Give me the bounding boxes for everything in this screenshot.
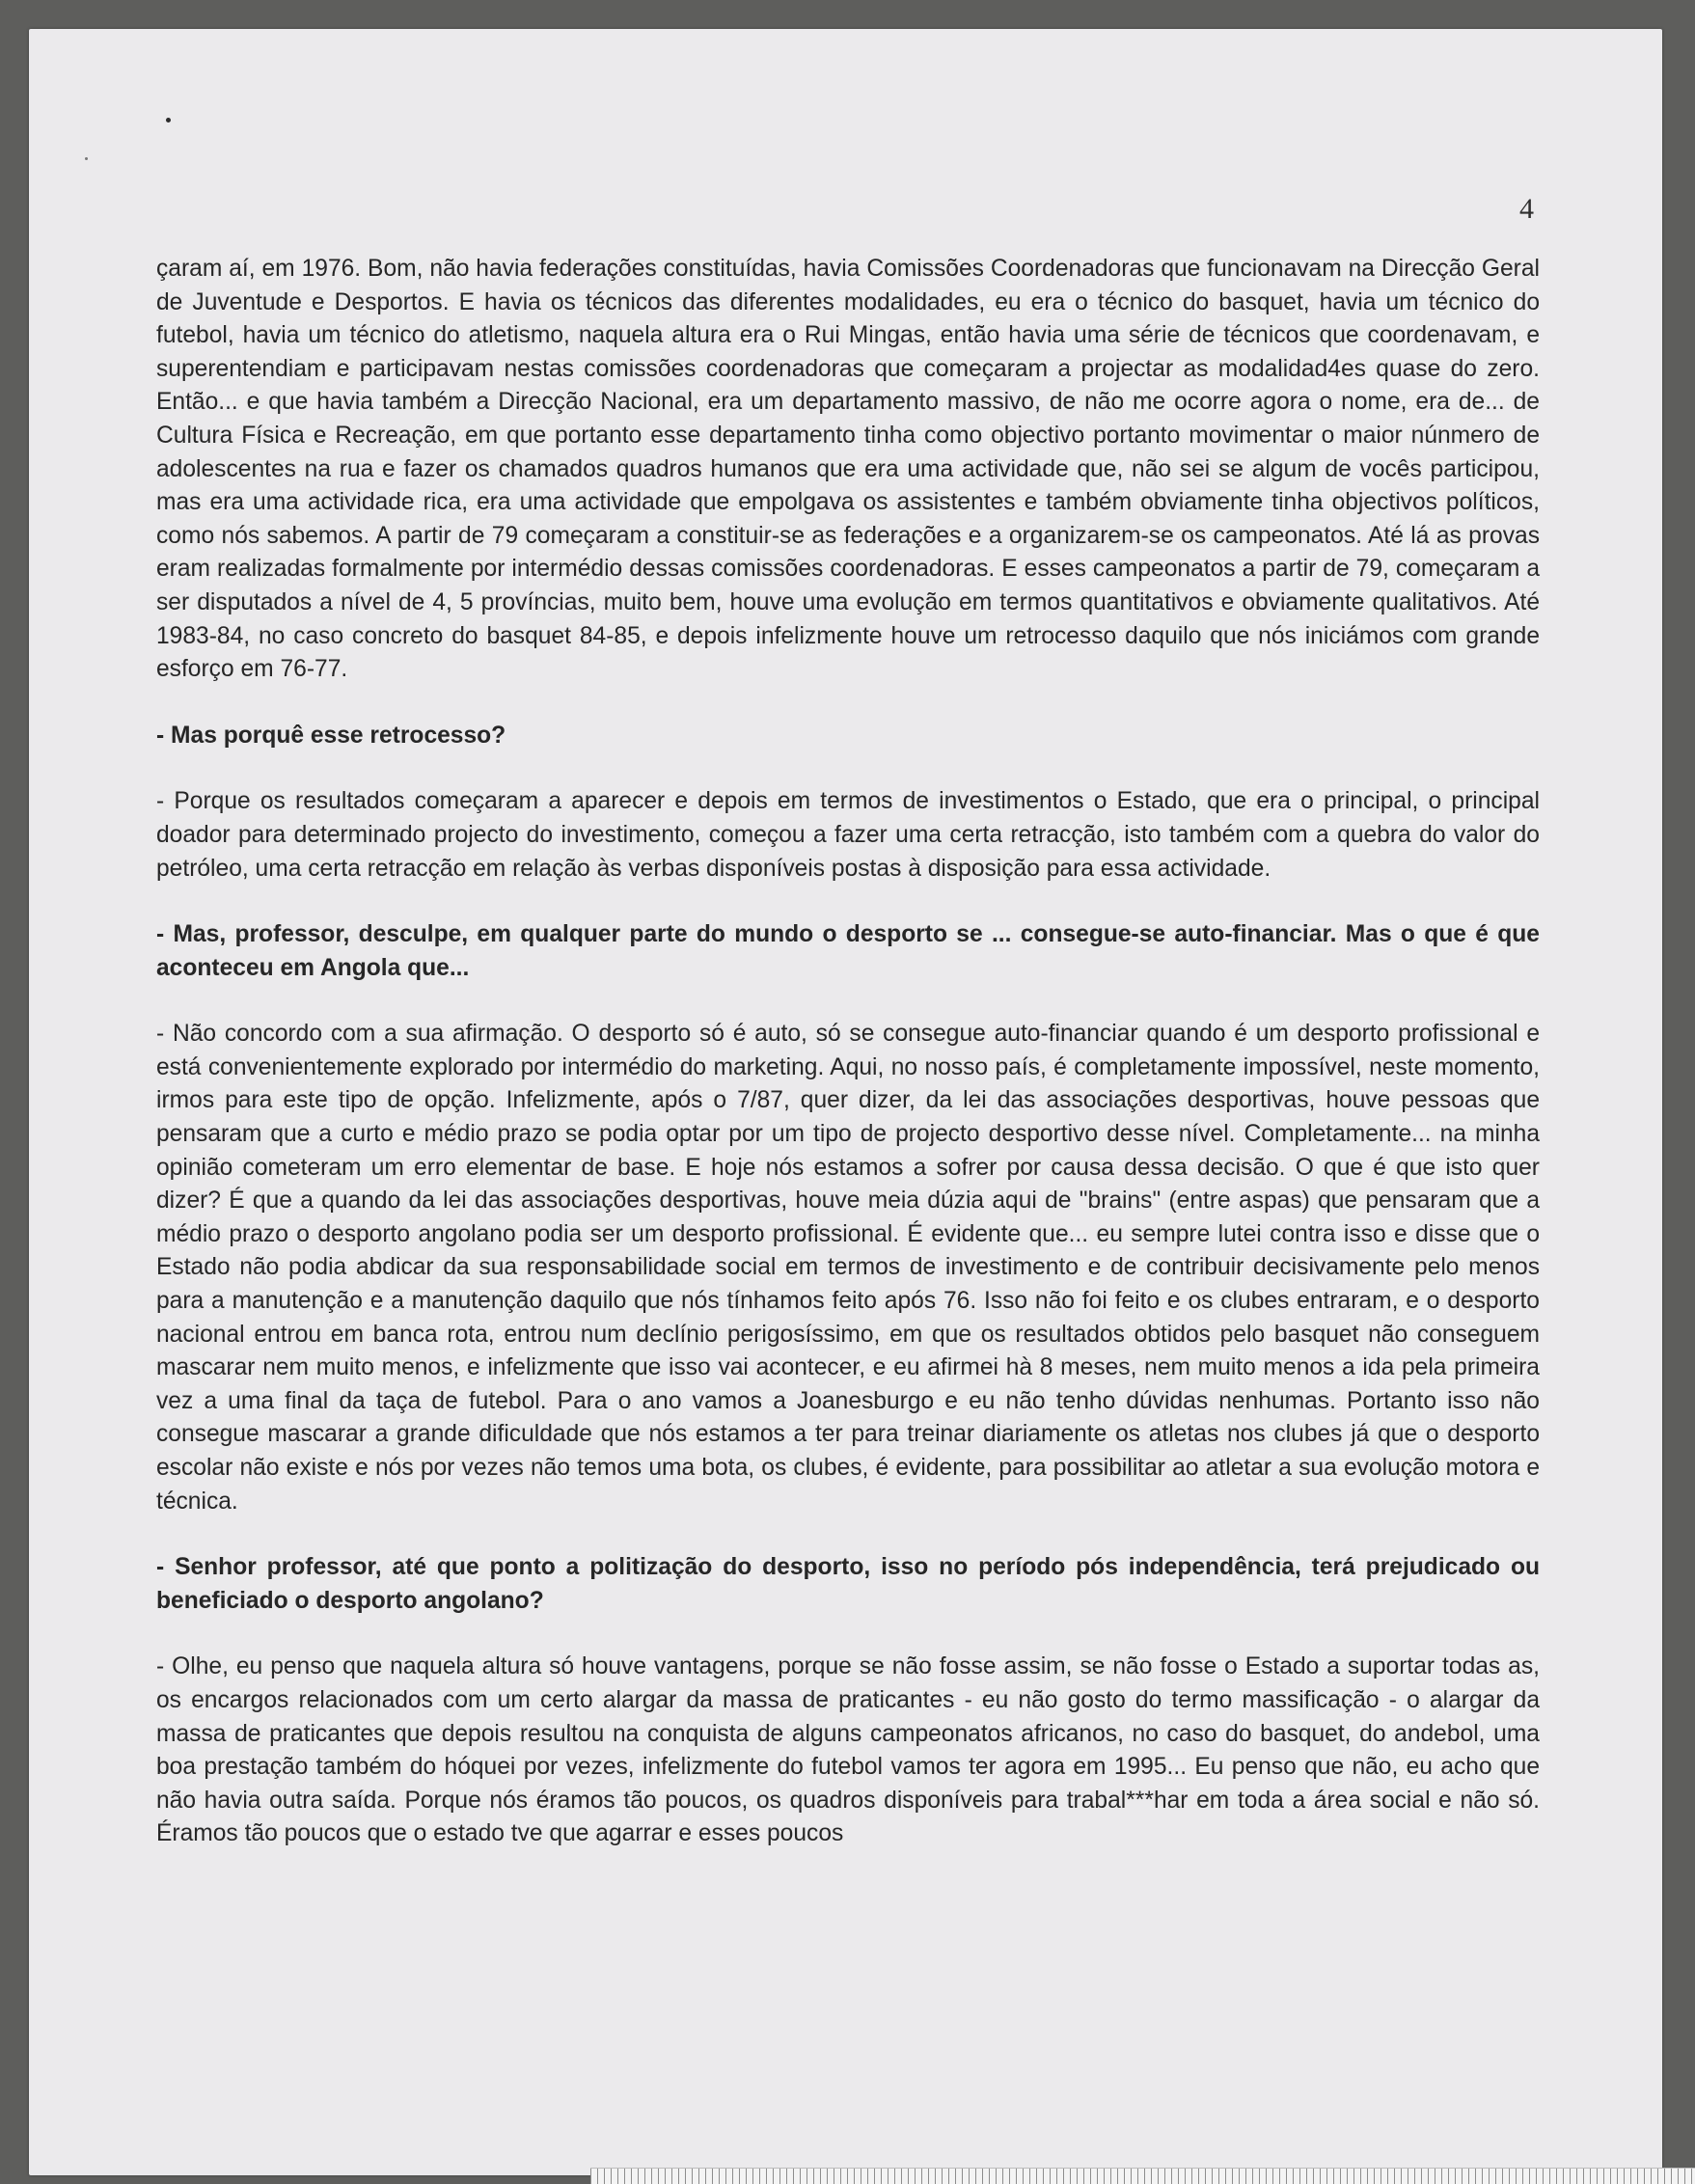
question-paragraph: - Mas, professor, desculpe, em qualquer parte do mundo o desporto se ... consegue-se auto-financiar. Mas o que é que aconteceu em Angola que... <box>156 921 1540 981</box>
page-number: 4 <box>1519 193 1534 225</box>
question-paragraph: - Senhor professor, até que ponto a politização do desporto, isso no período pós independência, terá prejudicado ou beneficiado o desporto angolano? <box>156 1554 1540 1614</box>
transcript-body <box>156 253 1540 1851</box>
answer-paragraph: - Porque os resultados começaram a aparecer e depois em termos de investimentos o Estado, que era o principal, o principal doador para determinado projecto do investimento, começou a fazer uma certa retracção, isto também com a quebra do valor do petróleo, uma certa retracção em relação às verbas disponíveis postas à disposição para essa actividade. <box>156 788 1540 882</box>
ink-speck <box>85 157 88 160</box>
answer-paragraph: - Olhe, eu penso que naquela altura só houve vantagens, porque se não fosse assim, se não fosse o Estado a suportar todas as, os encargos relacionados com um certo alargar da massa de praticantes - eu não gosto do termo massificação - o alargar da massa de praticantes que depois resultou na conquista de alguns campeonatos africanos, no caso do basquet, do andebol, uma boa prestação também do hóquei por vezes, infelizmente do futebol vamos ter agora em 1995... Eu penso que não, eu acho que não havia outra saída. Porque nós éramos tão poucos, os quadros disponíveis para trabal***har em toda a área social e não só. Éramos tão poucos que o estado tve que agarrar e esses poucos <box>156 1653 1540 1847</box>
ink-speck <box>166 118 171 123</box>
question-paragraph: - Mas porquê esse retrocesso? <box>156 722 506 749</box>
answer-paragraph: çaram aí, em 1976. Bom, não havia federações constituídas, havia Comissões Coordenadoras que funcionavam na Direcção Geral de Juventude e Desportos. E havia os técnicos das diferentes modalidades, eu era o técnico do basquet, havia um técnico do futebol, havia um técnico do atletismo, naquela altura era o Rui Mingas, então havia uma série de técnicos que coordenavam, e superentendiam e participavam nestas comissões coordenadoras que começaram a projectar as modalidad4es quase do zero. Então... e que havia também a Direcção Nacional, era um departamento massivo, de não me ocorre agora o nome, era de... de Cultura Física e Recreação, em que portanto esse departamento tinha como objectivo portanto movimentar o maior núnmero de adolescentes na rua e fazer os chamados quadros humanos que era uma actividade que, não sei se algum de vocês participou, mas era uma actividade rica, era uma actividade que empolgava os assistentes e também obviamente tinha objectivos políticos, como nós sabemos. A partir de 79 começaram a constituir-se as federações e a organizarem-se os campeonatos. Até lá as provas eram realizadas formalmente por intermédio dessas comissões coordenadoras. E esses campeonatos a partir de 79, começaram a ser disputados a nível de 4, 5 províncias, muito bem, houve uma evolução em termos quantitativos e obviamente qualitativos. Até 1983-84, no caso concreto do basquet 84-85, e depois infelizmente houve um retrocesso daquilo que nós iniciámos com grande esforço em 76-77. <box>156 256 1540 683</box>
answer-paragraph: - Não concordo com a sua afirmação. O desporto só é auto, só se consegue auto-financiar quando é um desporto profissional e está convenientemente explorado por intermédio do marketing. Aqui, no nosso país, é completamente impossível, neste momento, irmos para este tipo de opção. Infelizmente, após o 7/87, quer dizer, da lei das associações desportivas, houve pessoas que pensaram que a curto e médio prazo se podia optar por um tipo de projecto desportivo desse nível. Completamente... na minha opinião cometeram um erro elementar de base. E hoje nós estamos a sofrer por causa dessa decisão. O que é que isto quer dizer? É que a quando da lei das associações desportivas, houve meia dúzia aqui de "brains" (entre aspas) que pensaram que a médio prazo o desporto angolano podia ser um desporto profissional. É evidente que... eu sempre lutei contra isso e disse que o Estado não podia abdicar da sua responsabilidade social em termos de investimento e de contribuir decisivamente pelo menos para a manutenção e a manutenção daquilo que nós tínhamos feito após 76. Isso não foi feito e os clubes entraram, e o desporto nacional entrou em banca rota, entrou num declínio perigosíssimo, em que os resultados obtidos pelo basquet não conseguem mascarar nem muito menos, e infelizmente que isso vai acontecer, e eu afirmei hà 8 meses, nem muito menos a ida pela primeira vez a uma final da taça de futebol. Para o ano vamos a Joanesburgo e eu não tenho dúvidas nenhumas. Portanto isso não consegue mascarar a grande dificuldade que nós estamos a ter para treinar diariamente os atletas nos clubes já que o desporto escolar não existe e nós por vezes não temos uma bota, os clubes, é evidente, para possibilitar ao atletar a sua evolução motora e técnica. <box>156 1021 1540 1515</box>
scan-ruler <box>590 2168 1695 2184</box>
